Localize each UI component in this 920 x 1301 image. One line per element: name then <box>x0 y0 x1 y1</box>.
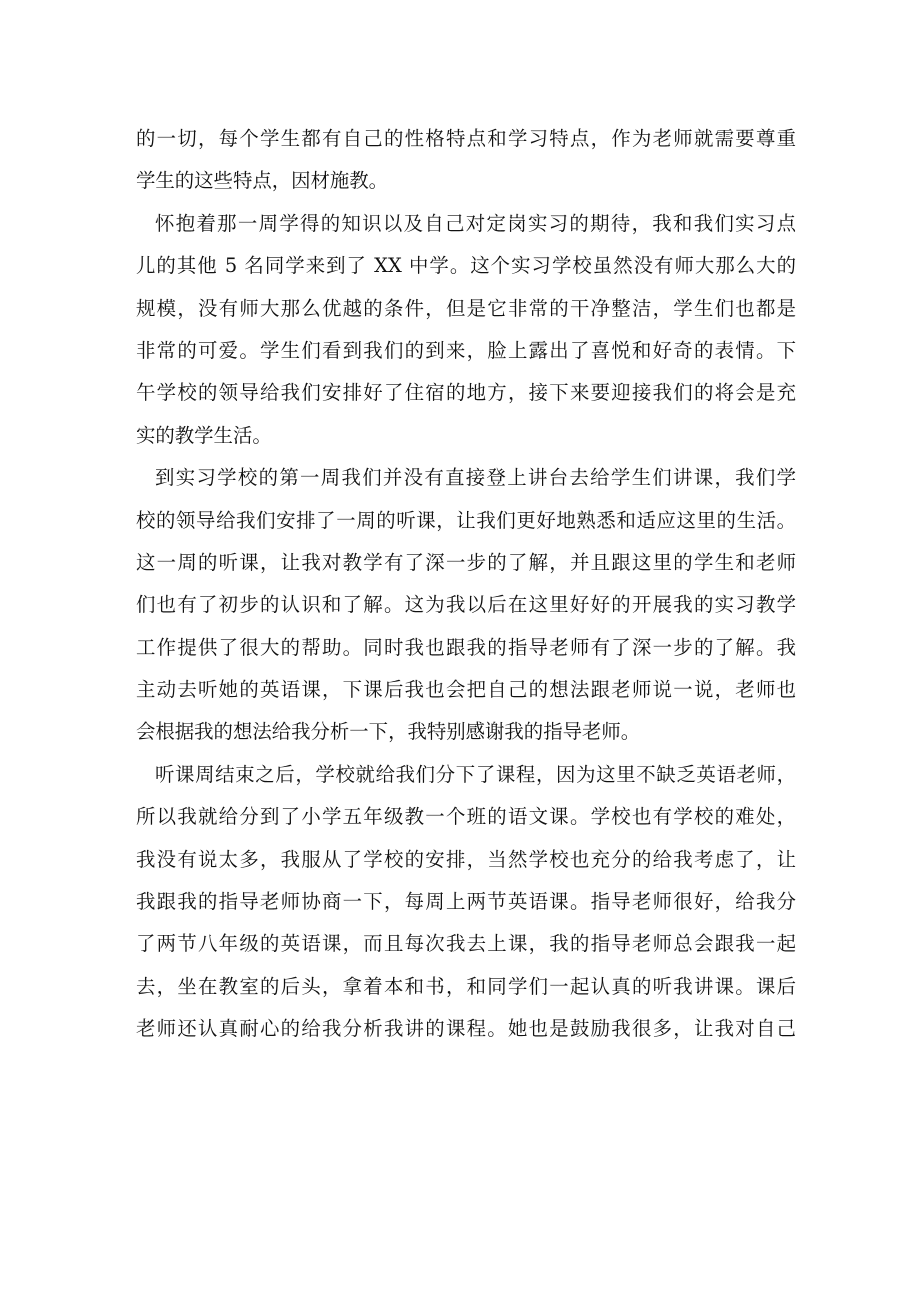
text-line: 校的领导给我们安排了一周的听课，让我们更好地熟悉和适应这里的生活。 <box>136 508 796 532</box>
text-line: 我跟我的指导老师协商一下，每周上两节英语课。指导老师很好，给我分 <box>136 890 796 914</box>
text-line: 会根据我的想法给我分析一下，我特别感谢我的指导老师。 <box>136 720 641 744</box>
paragraph-first-line: 怀抱着那一周学得的知识以及自己对定岗实习的期待，我和我们实习点 <box>155 211 796 235</box>
paragraph-first-line: 到实习学校的第一周我们并没有直接登上讲台去给学生们讲课，我们学 <box>155 466 796 490</box>
text-line: 这一周的听课，让我对教学有了深一步的了解，并且跟这里的学生和老师 <box>136 550 796 574</box>
text-line: 工作提供了很大的帮助。同时我也跟我的指导老师有了深一步的了解。我 <box>136 635 796 659</box>
paragraph-first-line: 听课周结束之后，学校就给我们分下了课程，因为这里不缺乏英语老师， <box>155 762 796 786</box>
text-line: 所以我就给分到了小学五年级教一个班的语文课。学校也有学校的难处， <box>136 805 796 829</box>
text-line: 老师还认真耐心的给我分析我讲的课程。她也是鼓励我很多，让我对自己 <box>136 1017 796 1041</box>
text-line: 学生的这些特点，因材施教。 <box>136 169 389 193</box>
text-line: 了两节八年级的英语课，而且每次我去上课，我的指导老师总会跟我一起 <box>136 932 796 956</box>
text-line: 非常的可爱。学生们看到我们的到来，脸上露出了喜悦和好奇的表情。下 <box>136 338 796 362</box>
text-line: 实的教学生活。 <box>136 423 272 447</box>
text-line: 的一切，每个学生都有自己的性格特点和学习特点，作为老师就需要尊重 <box>136 127 796 150</box>
text-line: 规模，没有师大那么优越的条件，但是它非常的干净整洁，学生们也都是 <box>136 296 796 320</box>
text-line: 儿的其他 5 名同学来到了 XX 中学。这个实习学校虽然没有师大那么大的 <box>136 254 796 278</box>
text-line: 们也有了初步的认识和了解。这为我以后在这里好好的开展我的实习教学 <box>136 593 796 617</box>
text-line: 去，坐在教室的后头，拿着本和书，和同学们一起认真的听我讲课。课后 <box>136 974 796 998</box>
text-line: 午学校的领导给我们安排好了住宿的地方，接下来要迎接我们的将会是充 <box>136 381 796 405</box>
text-line: 我没有说太多，我服从了学校的安排，当然学校也充分的给我考虑了，让 <box>136 847 796 871</box>
document-body <box>136 118 796 1051</box>
text-line: 主动去听她的英语课，下课后我也会把自己的想法跟老师说一说，老师也 <box>136 678 796 702</box>
